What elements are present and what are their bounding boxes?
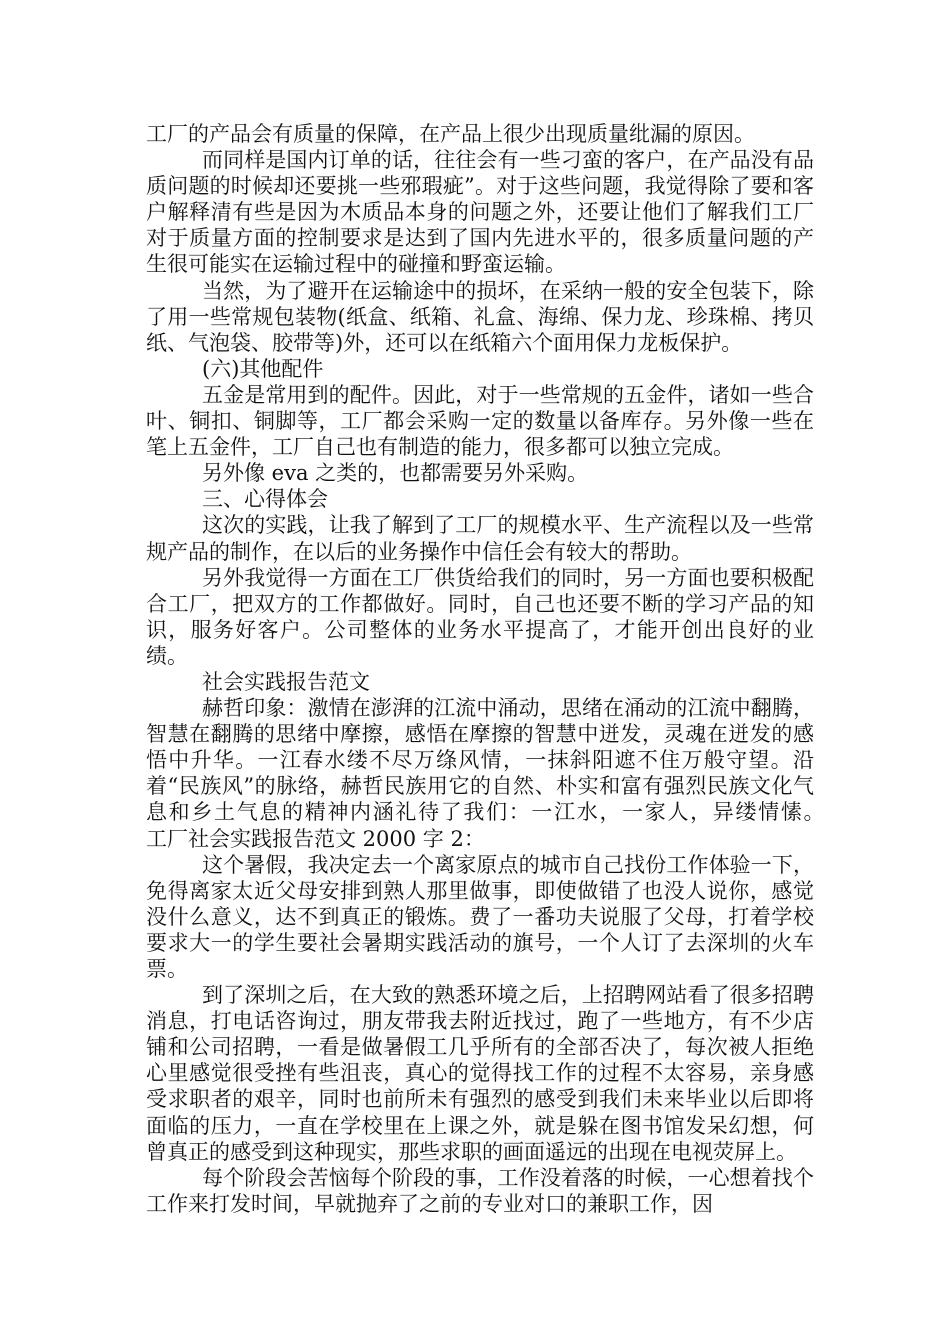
paragraph: 这个暑假，我决定去一个离家原点的城市自己找份工作体验一下，免得离家太近父母安排到熟人那里做事，即使做错了也没人说你，感觉没什么意义，达不到真正的锻炼。费了一番功夫说服了父母，打着学校要求大一的学生要社会暑期实践活动的旗号，一个人订了去深圳的火车票。	[146, 852, 814, 981]
section-heading: 社会实践报告范文	[202, 669, 370, 694]
section-heading: (六)其他配件	[202, 356, 324, 381]
section-heading: 三、心得体会	[202, 487, 328, 512]
paragraph: 每个阶段会苦恼每个阶段的事，工作没着落的时候，一心想着找个工作来打发时间，早就抛弃了之前的专业对口的兼职工作，因	[146, 1165, 814, 1216]
paragraph: 赫哲印象：激情在澎湃的江流中涌动，思绪在涌动的江流中翻腾，智慧在翻腾的思绪中摩擦，感悟在摩擦的智慧中迸发，灵魂在迸发的感悟中升华。一江春水缕不尽万绦风情，一抹斜阳遮不住万般守望。沿着“民族风”的脉络，赫哲民族用它的自然、朴实和富有强烈民族文化气息和乡土气息的精神内涵礼待了我们：一江水，一家人，异缕情愫。 工厂社会实践报告范文 2000 字 2：	[146, 696, 856, 851]
paragraph: 而同样是国内订单的话，往往会有一些刁蛮的客户，在产品没有品质问题的时候却还要挑一些邪瑕疵”。对于这些问题，我觉得除了要和客户解释清有些是因为木质品本身的问题之外，还要让他们了解我们工厂对于质量方面的控制要求是达到了国内先进水平的，很多质量问题的产生很可能实在运输过程中的碰撞和野蛮运输。	[146, 148, 814, 277]
paragraph: 五金是常用到的配件。因此，对于一些常规的五金件，诸如一些合叶、铜扣、铜脚等，工厂都会采购一定的数量以备库存。另外像一些在笔上五金件，工厂自己也有制造的能力，很多都可以独立完成。	[146, 382, 814, 460]
paragraph: 另外像 eva 之类的，也都需要另外采购。	[202, 461, 589, 486]
paragraph: 这次的实践，让我了解到了工厂的规模水平、生产流程以及一些常规产品的制作，在以后的业务操作中信任会有较大的帮助。	[146, 513, 814, 564]
paragraph: 工厂的产品会有质量的保障，在产品上很少出现质量纰漏的原因。	[146, 122, 755, 146]
document-body	[146, 121, 856, 1217]
paragraph: 另外我觉得一方面在工厂供货给我们的同时，另一方面也要积极配合工厂，把双方的工作都做好。同时，自己也还要不断的学习产品的知识，服务好客户。公司整体的业务水平提高了，才能开创出良好的业绩。	[146, 565, 814, 668]
paragraph: 到了深圳之后，在大致的熟悉环境之后，上招聘网站看了很多招聘消息，打电话咨询过，朋友带我去附近找过，跑了一些地方，有不少店铺和公司招聘，一看是做暑假工几乎所有的全部否决了，每次被人拒绝心里感觉很受挫有些沮丧，真心的觉得找工作的过程不太容易，亲身感受求职者的艰辛，同时也前所未有强烈的感受到我们未来毕业以后即将面临的压力，一直在学校里在上课之外，就是躲在图书馆发呆幻想，何曾真正的感受到这种现实，那些求职的画面遥远的出现在电视荧屏上。	[146, 983, 814, 1164]
paragraph: 当然，为了避开在运输途中的损坏，在采纳一般的安全包装下，除了用一些常规包装物(纸盒、纸箱、礼盒、海绵、保力龙、珍珠棉、拷贝纸、气泡袋、胶带等)外，还可以在纸箱六个面用保力龙板保护。	[146, 278, 814, 355]
